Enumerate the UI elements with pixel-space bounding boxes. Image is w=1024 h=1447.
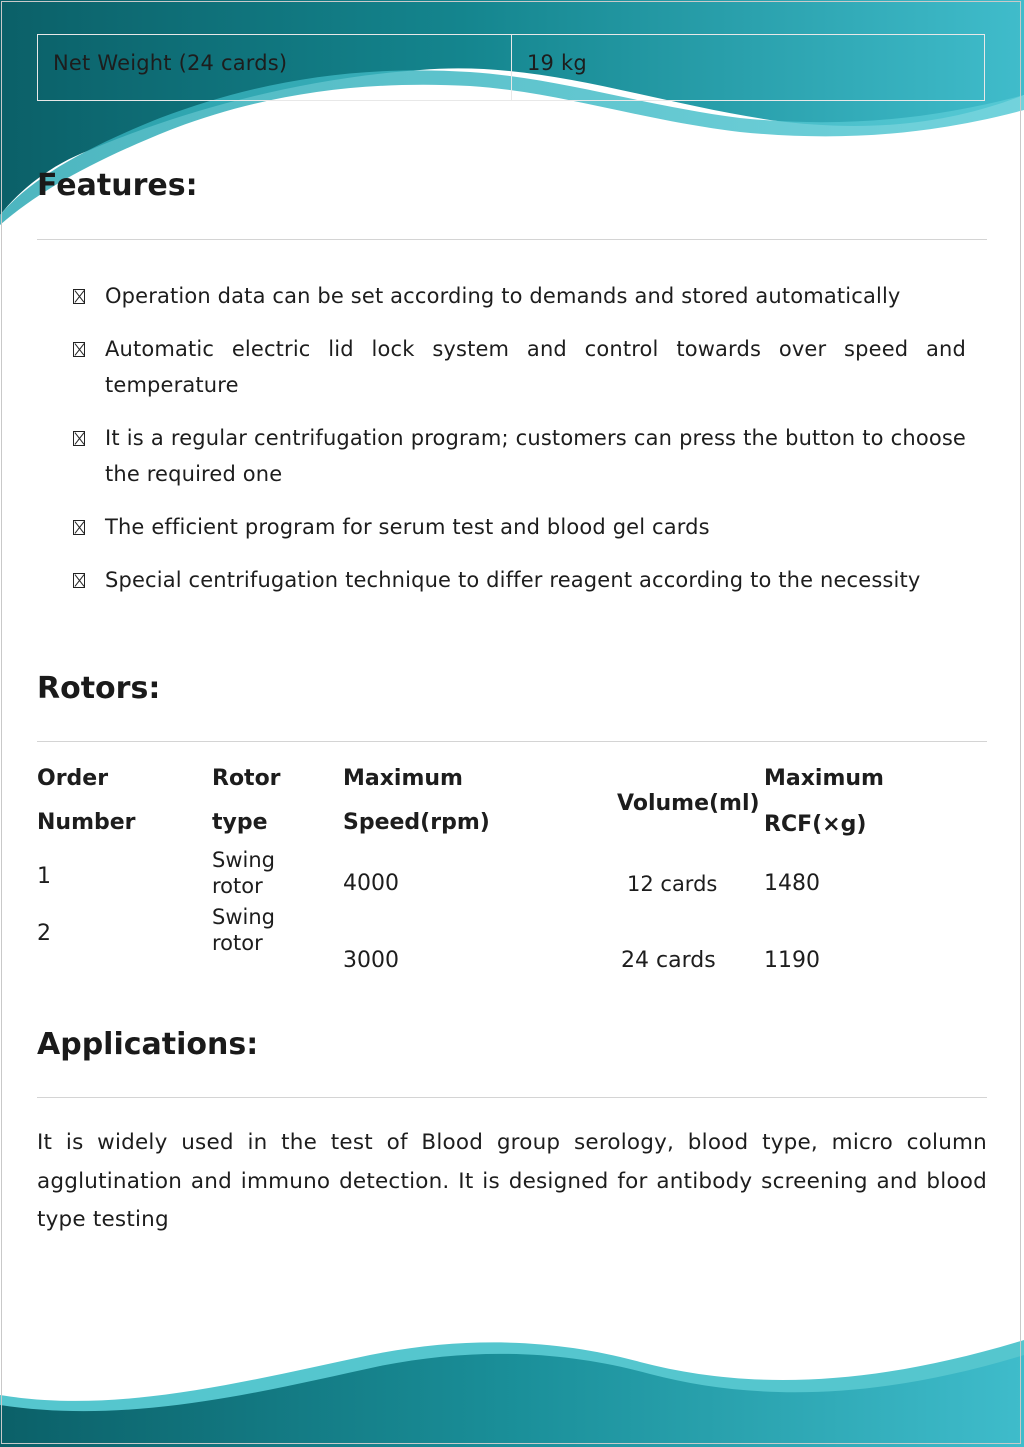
section-divider <box>37 1097 987 1098</box>
row1-type: Swing rotor <box>212 848 275 898</box>
features-heading: Features: <box>37 168 198 203</box>
feature-item <box>68 509 966 545</box>
row2-speed: 3000 <box>343 948 399 973</box>
row2-rcf: 1190 <box>764 948 820 973</box>
header-order-line1: Order <box>37 766 109 791</box>
header-rcf-line2: RCF(×g) <box>764 812 867 837</box>
header-type-line2: type <box>212 810 268 835</box>
checkbox-bullet-icon <box>73 520 85 535</box>
row2-volume: 24 cards <box>621 948 716 973</box>
feature-item <box>68 331 966 403</box>
feature-text: Automatic electric lid lock system and control towards over speed and temperature <box>105 337 966 397</box>
spec-table <box>37 34 985 101</box>
rotors-heading: Rotors: <box>37 671 161 706</box>
row2-order: 2 <box>37 921 51 946</box>
header-speed-line2: Speed(rpm) <box>343 810 490 835</box>
checkbox-bullet-icon <box>73 431 85 446</box>
checkbox-bullet-icon <box>73 342 85 357</box>
header-volume: Volume(ml) <box>617 791 760 816</box>
spec-value: 19 kg <box>527 51 587 75</box>
applications-text: It is widely used in the test of Blood group serology, blood type, micro column agglutination and immuno detection. It is designed for antibody screening and blood type testing <box>37 1130 987 1232</box>
header-type-line1: Rotor <box>212 766 281 791</box>
feature-text: Operation data can be set according to demands and stored automatically <box>105 284 901 308</box>
footer-wave-decoration <box>0 1300 1024 1447</box>
feature-text: The efficient program for serum test and blood gel cards <box>105 515 710 539</box>
section-divider <box>37 741 987 742</box>
row2-type: Swing rotor <box>212 905 275 955</box>
row1-speed: 4000 <box>343 871 399 896</box>
feature-item <box>68 420 966 492</box>
header-rcf-line1: Maximum <box>764 766 884 791</box>
header-speed-line1: Maximum <box>343 766 463 791</box>
row1-volume: 12 cards <box>627 872 718 896</box>
header-order-line2: Number <box>37 810 136 835</box>
rotor-table <box>37 760 987 1000</box>
row1-order: 1 <box>37 864 51 889</box>
section-divider <box>37 239 987 240</box>
feature-text: It is a regular centrifugation program; customers can press the button to choose the required one <box>105 426 966 486</box>
feature-text: Special centrifugation technique to differ reagent according to the necessity <box>105 568 921 592</box>
applications-heading: Applications: <box>37 1027 259 1062</box>
feature-item <box>68 278 966 314</box>
row1-rcf: 1480 <box>764 871 820 896</box>
feature-item <box>68 562 966 598</box>
checkbox-bullet-icon <box>73 573 85 588</box>
checkbox-bullet-icon <box>73 289 85 304</box>
spec-label: Net Weight (24 cards) <box>38 35 512 100</box>
